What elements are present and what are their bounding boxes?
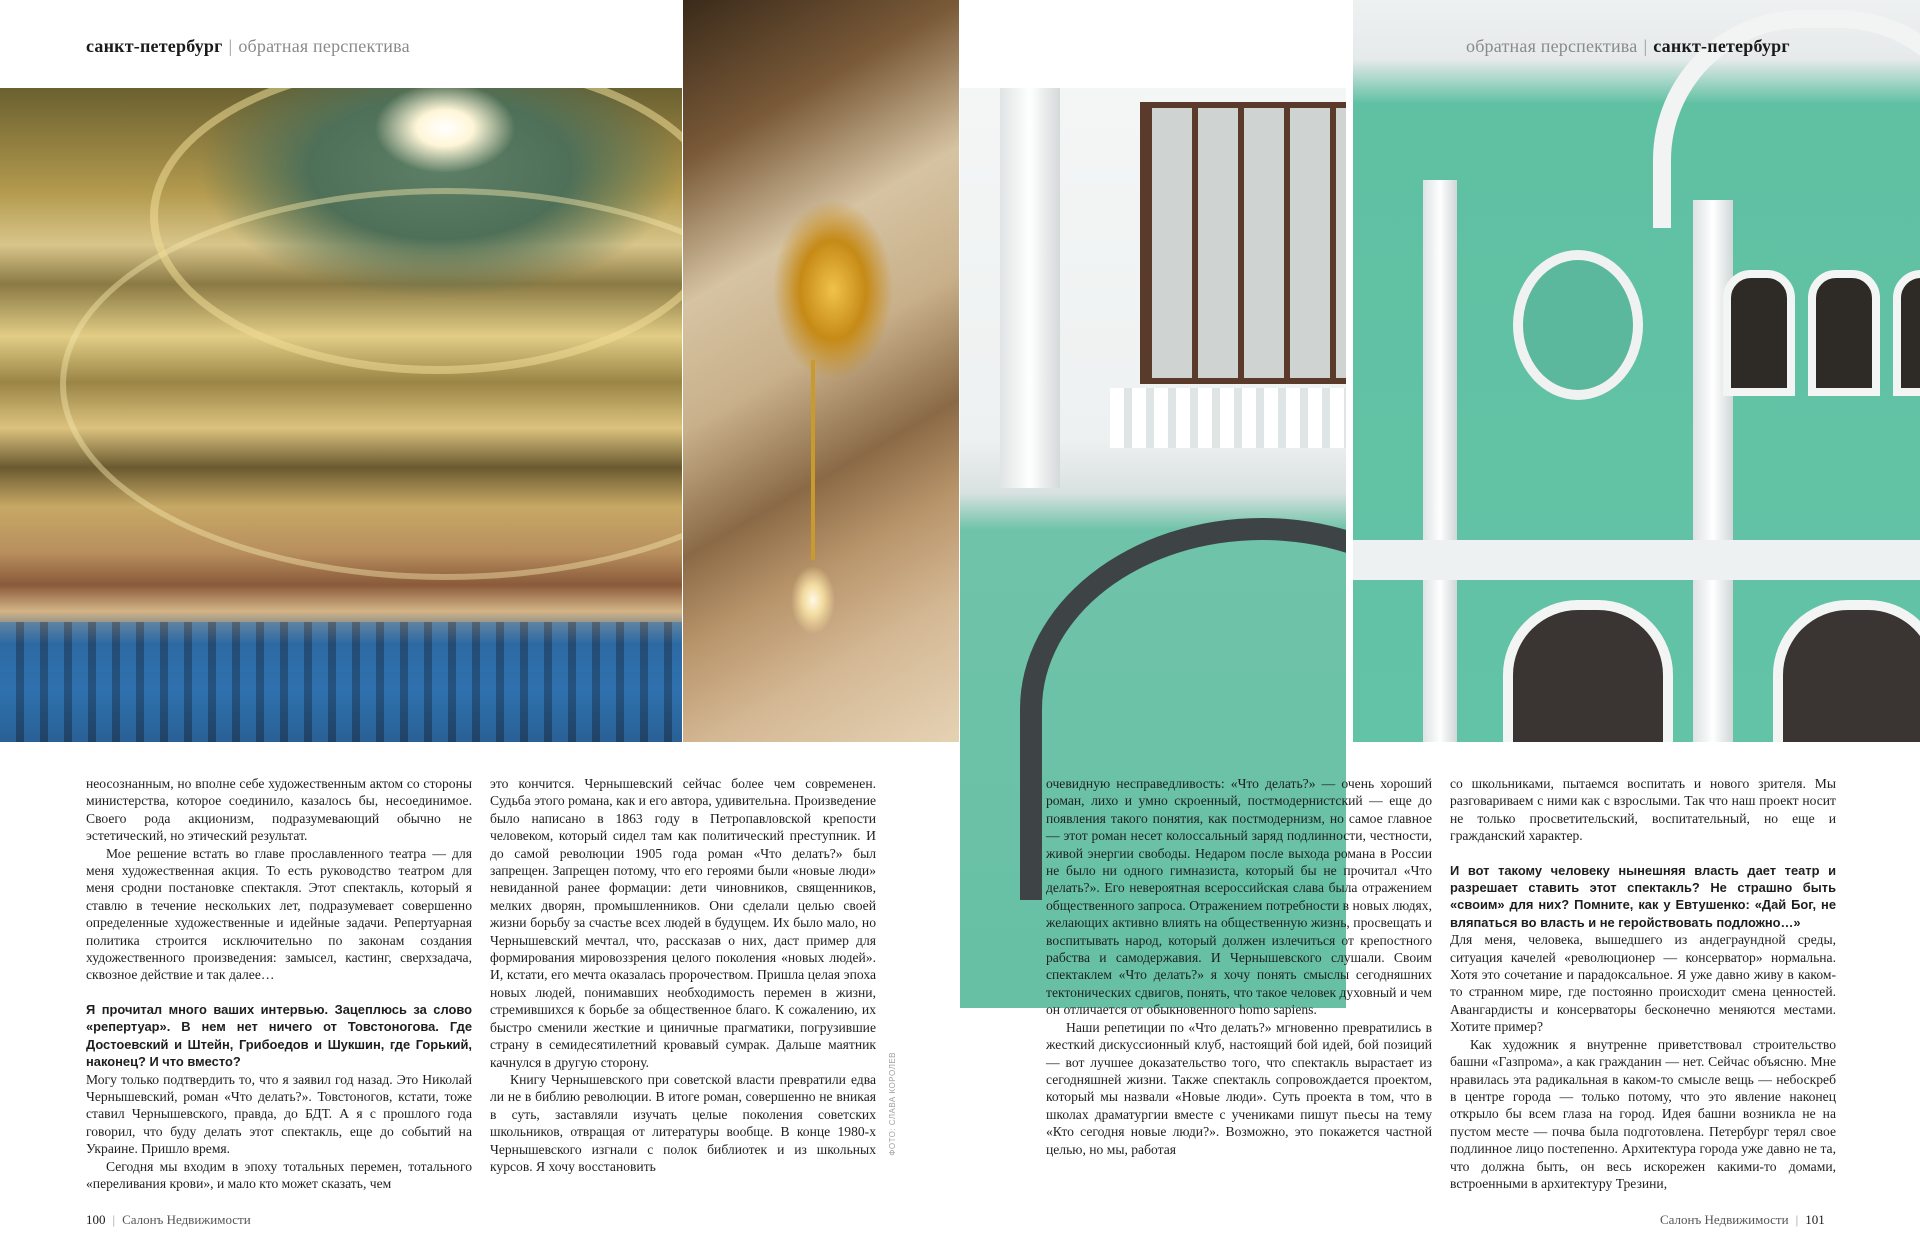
body-paragraph: Сегодня мы входим в эпоху тотальных перемен, тотального «переливания крови», и мало кто может сказать, чем [86,1158,472,1191]
body-paragraph: Для меня, человека, вышедшего из андеграундной среды, ситуация качелей «революционер — консерватор» нормальна. Хотя это сочетание и парадоксальное. Я уже давно живу в каком-то странном мире, где постоянно происходит смена ценностей. Авангардисты и консерваторы бесконечно меняются местами. Хотите пример? [1450,932,1836,1035]
left-folio [86,1212,251,1228]
left-folio-separator: | [112,1212,116,1227]
right-head-separator: | [1643,36,1648,56]
left-magazine-name: Салонъ Недвижимости [122,1212,251,1227]
left-page-number: 100 [86,1212,106,1227]
article-column-3 [1046,775,1432,1158]
right-magazine-name: Салонъ Недвижимости [1660,1212,1789,1227]
body-paragraph: неосознанным, но вполне себе художественным актом со стороны министерства, которое соединило, казалось бы, несоединимое. Своего рода акционизм, подразумевающий обычно не эстетический, но этический результат. [86,776,472,844]
body-paragraph: со школьниками, пытаемся воспитать и нового зрителя. Мы разговариваем с ними как с взрослыми. Так что наш проект носит не только просветительский, воспитательный, но еще и гражданский характер. [1450,776,1836,844]
green-facade-arches-photo [1353,0,1920,742]
gilded-sconce-photo [683,0,959,742]
body-paragraph: Наши репетиции по «Что делать?» мгновенно превратились в жесткий дискуссионный клуб, настоящий бой идей, бой позиций — вот лучшее доказательство того, что спектакль вырастает из сегодняшней жизни. Также спектакль сопровождается проектом, который мы назвали «Новые люди». Суть проекта в том, что в школах драматургии вместе с учениками пишут пьесы на тему «Кто сегодня новые люди?». Возможно, это покажется частной целью, но мы, работая [1046,1019,1432,1157]
right-page-number: 101 [1805,1212,1825,1227]
right-folio-separator: | [1795,1212,1799,1227]
article-column-4 [1450,775,1836,1192]
photo-credit: ФОТО: СЛАВА КОРОЛЕВ [888,1052,897,1156]
interview-question: Я прочитал много ваших интервью. Зацеплюсь за слово «репертуар». В нем нет ничего от Товстоногова. Где Достоевский и Штейн, Грибоедов и Шукшин, где Горький, наконец? И что вместо? [86,1001,472,1070]
left-head-city: санкт-петербург [86,36,223,56]
right-head-section: обратная перспектива [1466,36,1638,56]
interview-question: И вот такому человеку нынешняя власть дает театр и разрешает ставить этот спектакль? Не страшно быть «своим» для них? Помните, как у Евтушенко: «Дай Бог, не вляпаться во власть и не геройствовать подложно…» [1450,862,1836,930]
article-column-2 [490,775,876,1175]
right-head-city: санкт-петербург [1653,36,1790,56]
body-paragraph: Мое решение встать во главе прославленного театра — для меня художественная акция. То есть руководство театром для меня сродни постановке спектакля. Этот спектакль, который я ставлю в течение нескольких лет, подразумевает совершенно определенные художественные и идейные задачи. Репертуарная политика строится исключительно по законам создания художественного произведения: замысел, кастинг, сверхзадача, сквозное действие и так далее… [86,845,472,983]
article-column-1 [86,775,472,1192]
left-head-section: обратная перспектива [238,36,410,56]
right-folio [1660,1212,1825,1228]
right-running-head [1466,36,1790,57]
body-paragraph: Как художник я внутренне приветствовал строительство башни «Газпрома», а как гражданин — нет. Сейчас объясню. Мне нравилась эта радикальная в каком-то смысле вещь — небоскреб в центре города — только потому, что это явление наконец открыло бы всем глаза на город. Идея башни возникла не на пустом месте — почва была подготовлена. Петербург терял свое подлинное лицо постепенно. Архитектура города уже давно не та, что должна быть, он весь искорежен какими-то домами, встроенными в архитектуру Трезини, [1450,1036,1836,1191]
left-running-head [86,36,410,57]
left-head-separator: | [228,36,233,56]
body-paragraph: Могу только подтвердить то, что я заявил год назад. Это Николай Чернышевский, роман «Что делать?». Товстоногов, кстати, тоже ставил Чернышевского, правда, до БДТ. А я с прошлого года говорил, что буду делать этот спектакль, еще до событий на Украине. Пришло время. [86,1071,472,1157]
body-paragraph: очевидную несправедливость: «Что делать?» — очень хороший роман, лихо и умно скроенный, постмодернистский — еще до появления такого понятия, как постмодернизм, но самое главное — этот роман несет колоссальный заряд подлинности, честности, живой энергии свободы. Недаром после выхода романа в России не было ни одного гимназиста, который бы не прочитал «Что делать?». Его невероятная всероссийская слава была отражением общественного запроса. Отражением потребности в новых людях, желающих активно влиять на общественную жизнь, просвещать и воспитывать народ, который должен излечиться от крепостного рабства и самодержавия. И Чернышевского слушали. Своим спектаклем «Что делать?» я хочу понять смыслы сегодняшних тектонических сдвигов, понять, что такое человек духовный и чем он отличается от обыкновенного homo sapiens. [1046,776,1432,1018]
body-paragraph: это кончится. Чернышевский сейчас более чем современен. Судьба этого романа, как и его автора, удивительна. Произведение было написано в 1863 году в Петропавловской крепости человеком, который сидел там как политический преступник. И до самой революции 1905 года роман «Что делать?» был запрещен. Запрещен потому, что его героями были «новые люди» невиданной ранее формации: дети чиновников, священников, мелких дворян, промышленников. Они сделали целью своей жизни борьбу за счастье всех людей в будущем. Их было мало, но Чернышевский мечтал, что, рассказав о них, даст пример для формирования мировоззрения целого поколения «новых людей». И, кстати, его мечта оказалась пророчеством. Пришла целая эпоха новых людей, понимавших необходимость перемен в жизни, стремившихся к борьбе за общественное благо. К сожалению, их быстро сменили жесткие и циничные прагматики, погрузившие страну в семидесятилетний кровавый сумрак. Дальше маятник качнулся в другую сторону. [490,776,876,1070]
theatre-auditorium-photo [0,88,682,742]
body-paragraph: Книгу Чернышевского при советской власти превратили едва ли не в библию революции. В итоге роман, совершенно не вникая в суть, заставляли изучать целые поколения советских школьников, отвращая от литературы вообще. В конце 1980-х Чернышевского изгнали с полок библиотек и из школьных курсов. Я хочу восстановить [490,1071,876,1174]
